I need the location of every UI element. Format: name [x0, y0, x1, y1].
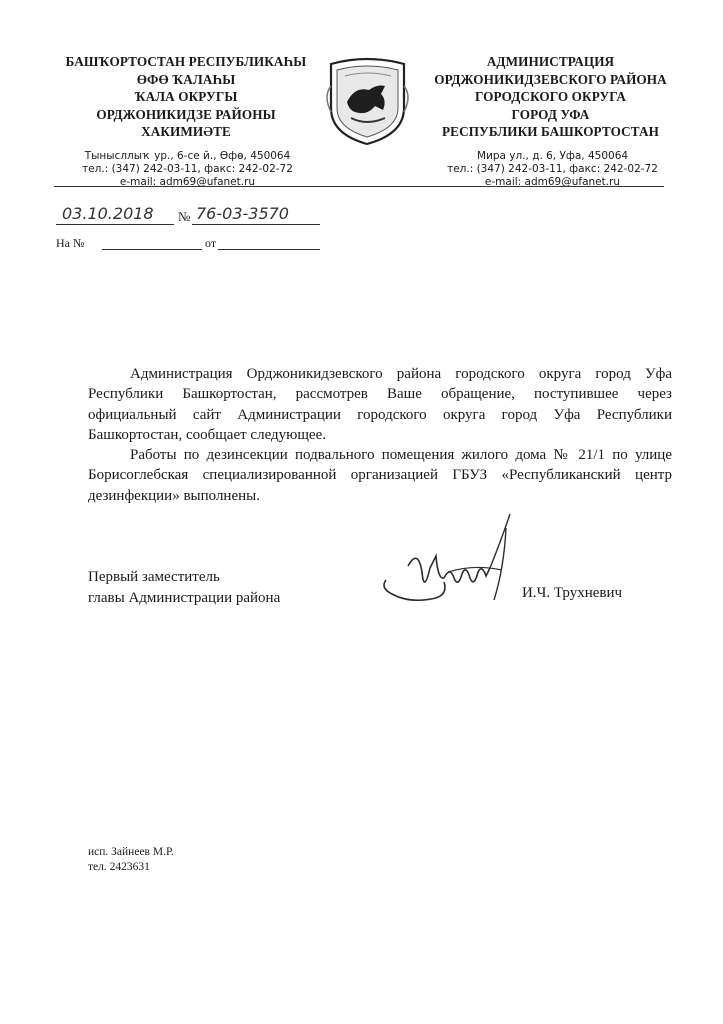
signer-position-line-2: главы Администрации района	[88, 589, 281, 606]
signer-position-line-1: Первый заместитель	[88, 569, 220, 585]
body-paragraph-1: Администрация Орджоникидзевского района городского округа город Уфа Республики Башкортостан, рассмотрев Ваше обращение, поступившее через официальный сайт Администрации городского округа город Уфа Республики Башкортостан, сообщает следующее.	[88, 366, 672, 443]
address-bashkir	[70, 150, 305, 189]
ot-blank	[218, 249, 320, 250]
header-bashkir-block	[46, 53, 326, 141]
address-russian	[440, 150, 665, 189]
number-underline	[192, 224, 320, 225]
header-right-line-5: РЕСПУБЛИКИ БАШКОРТОСТАН	[442, 124, 659, 139]
header-right-line-1: АДМИНИСТРАЦИЯ	[486, 54, 615, 69]
address-left-phone: тел.: (347) 242-03-11, факс: 242-02-72	[82, 163, 293, 175]
address-right-street: Мира ул., д. 6, Уфа, 450064	[476, 150, 629, 162]
outgoing-reference	[56, 203, 336, 227]
date-underline	[56, 224, 174, 225]
header-right-line-4: ГОРОД УФА	[511, 106, 590, 122]
letter-body	[88, 364, 672, 506]
header-left-line-3: ҠАЛА ОКРУГЫ	[134, 89, 238, 104]
header-right-line-2: ОРДЖОНИКИДЗЕВСКОГО РАЙОНА	[434, 71, 667, 87]
address-left-email: e-mail: adm69@ufanet.ru	[119, 176, 256, 188]
handwritten-date: 03.10.2018	[62, 204, 154, 223]
number-sign: №	[178, 209, 191, 224]
incoming-reference	[56, 236, 356, 252]
address-right-phone: тел.: (347) 242-03-11, факс: 242-02-72	[447, 163, 658, 175]
address-right-email: e-mail: adm69@ufanet.ru	[484, 176, 621, 188]
header-russian-block	[418, 53, 683, 141]
address-left-street: Тынысллыҡ ур., 6-се й., Өфө, 450064	[84, 150, 291, 162]
signer-position	[88, 567, 280, 608]
handwritten-number: 76-03-3570	[196, 204, 289, 223]
header-left-line-4: ОРДЖОНИКИДЗЕ РАЙОНЫ	[96, 106, 276, 122]
header-left-line-2: ӨФӨ ҠАЛАҺЫ	[136, 71, 236, 87]
header-divider	[54, 186, 664, 187]
executor-info	[88, 845, 174, 875]
ufa-coat-of-arms-icon	[325, 56, 410, 146]
header-left-line-5: ХАКИМИӘТЕ	[141, 124, 231, 139]
na-label: На №	[56, 236, 85, 250]
executor-phone: тел. 2423631	[88, 861, 150, 873]
header-right-line-3: ГОРОДСКОГО ОКРУГА	[474, 89, 626, 104]
header-left-line-1: БАШҠОРТОСТАН РЕСПУБЛИКАҺЫ	[65, 54, 307, 69]
handwritten-signature	[378, 508, 528, 618]
body-paragraph-2: Работы по дезинсекции подвального помещения жилого дома № 21/1 по улице Борисоглебская специализированной организацией ГБУЗ «Республиканский центр дезинфекции» выполнены.	[88, 447, 672, 504]
signer-name: И.Ч. Трухневич	[522, 585, 623, 601]
executor-name: исп. Зайнеев М.Р.	[88, 846, 174, 858]
ot-label: от	[205, 236, 217, 250]
na-blank	[102, 249, 202, 250]
